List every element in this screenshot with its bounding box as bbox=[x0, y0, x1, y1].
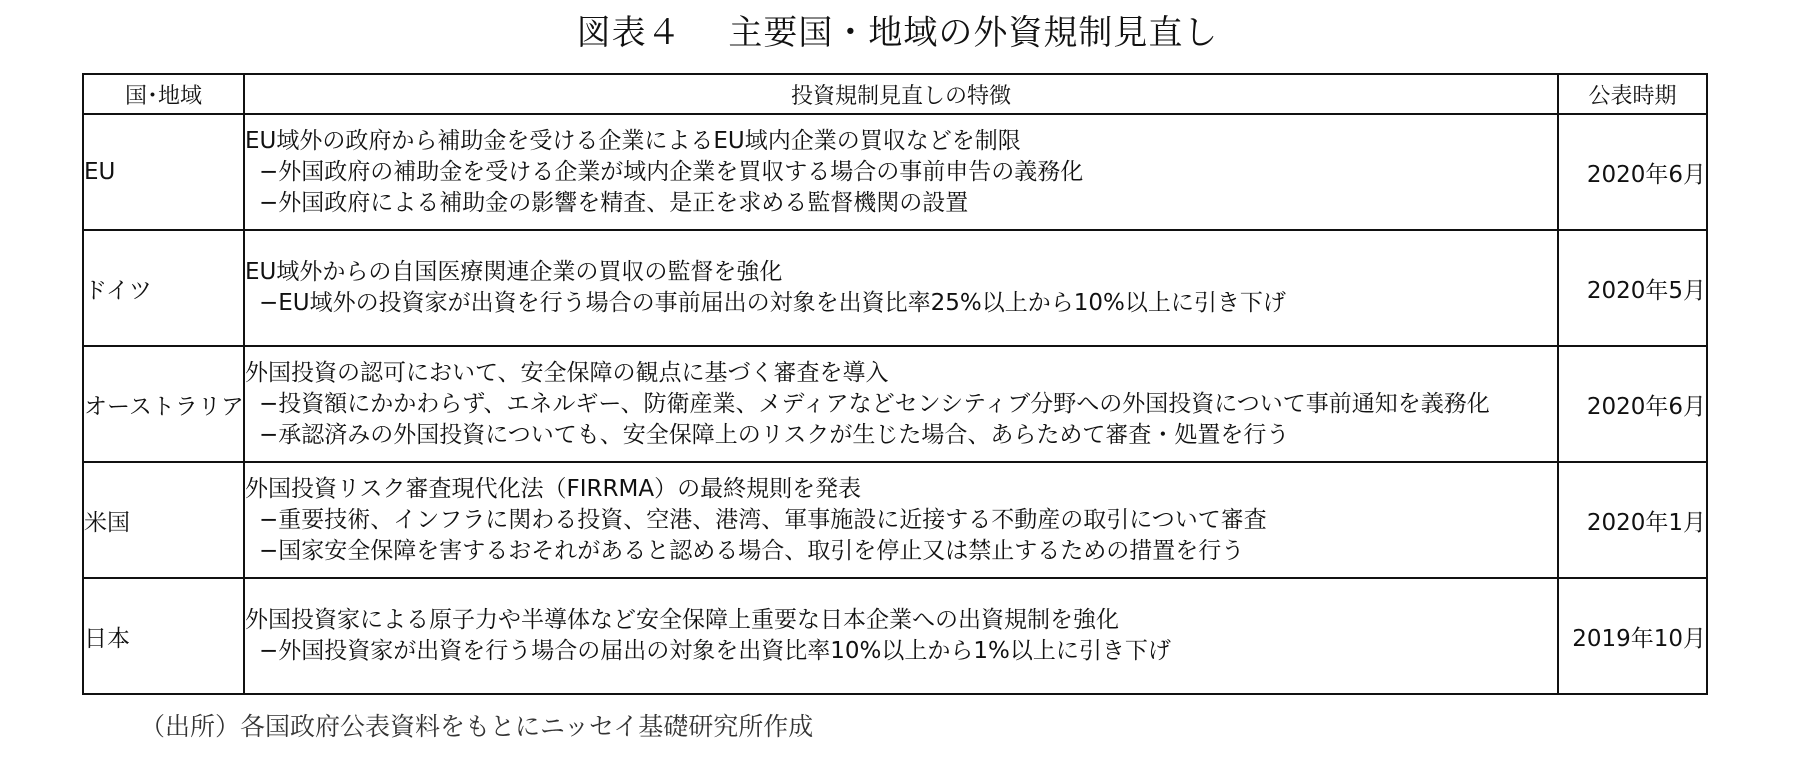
feature-subline: −外国政府の補助金を受ける企業が域内企業を買収する場合の事前申告の義務化 bbox=[259, 158, 1084, 185]
feature-subline: −外国政府による補助金の影響を精査、是正を求める監督機関の設置 bbox=[259, 189, 969, 216]
feature-line: EU域外の政府から補助金を受ける企業によるEU域内企業の買収などを制限 bbox=[245, 127, 1021, 154]
region-cell: 日本 bbox=[83, 578, 244, 694]
features-cell bbox=[244, 230, 1558, 346]
table-row bbox=[83, 114, 1707, 230]
feature-line: 外国投資家による原子力や半導体など安全保障上重要な日本企業への出資規制を強化 bbox=[245, 607, 1119, 633]
header-region: 国･地域 bbox=[83, 74, 244, 114]
features-cell bbox=[244, 114, 1558, 230]
region-cell: 米国 bbox=[83, 462, 244, 578]
feature-subline: −EU域外の投資家が出資を行う場合の事前届出の対象を出資比率25%以上から10%以上に引き下げ bbox=[259, 290, 1286, 316]
figure-title: 図表４ 主要国・地域の外資規制見直し bbox=[576, 13, 1219, 53]
feature-subline: −外国投資家が出資を行う場合の届出の対象を出資比率10%以上から1%以上に引き下げ bbox=[259, 638, 1171, 664]
feature-subline: −承認済みの外国投資についても、安全保障上のリスクが生じた場合、あらためて審査・処置を行う bbox=[259, 421, 1290, 448]
regulation-table bbox=[82, 73, 1708, 695]
feature-line: 外国投資リスク審査現代化法（FIRRMA）の最終規則を発表 bbox=[245, 475, 862, 502]
date-cell: 2020年6月 bbox=[1558, 114, 1707, 230]
feature-subline: −重要技術、インフラに関わる投資、空港、港湾、軍事施設に近接する不動産の取引について審査 bbox=[259, 506, 1267, 533]
region-cell: オーストラリア bbox=[83, 346, 244, 462]
feature-subline: −投資額にかかわらず、エネルギー、防衛産業、メディアなどセンシティブ分野への外国投資について事前通知を義務化 bbox=[259, 390, 1490, 417]
table-row bbox=[83, 578, 1707, 694]
feature-subline: −国家安全保障を害するおそれがあると認める場合、取引を停止又は禁止するための措置を行う bbox=[259, 537, 1245, 564]
table-row bbox=[83, 346, 1707, 462]
region-cell: EU bbox=[83, 114, 244, 230]
date-cell: 2020年5月 bbox=[1558, 230, 1707, 346]
region-cell: ドイツ bbox=[83, 230, 244, 346]
date-cell: 2020年6月 bbox=[1558, 346, 1707, 462]
table-row bbox=[83, 462, 1707, 578]
feature-line: 外国投資の認可において、安全保障の観点に基づく審査を導入 bbox=[245, 359, 889, 386]
feature-line: EU域外からの自国医療関連企業の買収の監督を強化 bbox=[245, 259, 783, 285]
features-cell bbox=[244, 462, 1558, 578]
table-header-row bbox=[83, 74, 1707, 114]
header-date: 公表時期 bbox=[1558, 74, 1707, 114]
date-cell: 2019年10月 bbox=[1558, 578, 1707, 694]
date-cell: 2020年1月 bbox=[1558, 462, 1707, 578]
features-cell bbox=[244, 578, 1558, 694]
source-note: （出所）各国政府公表資料をもとにニッセイ基礎研究所作成 bbox=[140, 712, 814, 741]
table-row bbox=[83, 230, 1707, 346]
header-features: 投資規制見直しの特徴 bbox=[244, 74, 1558, 114]
features-cell bbox=[244, 346, 1558, 462]
